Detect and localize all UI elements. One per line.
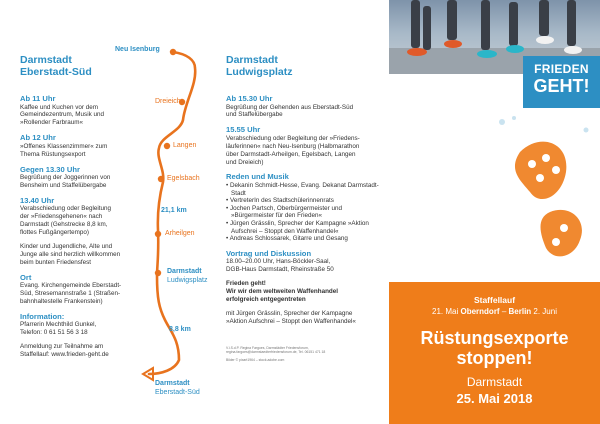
ort-heading: Ort [20, 272, 32, 282]
event-city: Darmstadt [466, 375, 523, 389]
distance-label: 21,1 km [161, 207, 187, 214]
route-label-arheilgen: Arheilgen [165, 230, 195, 237]
kids-text: beim bunten Friedensfest [20, 258, 92, 266]
section-text: läuferinnen« nach Neu-Isenburg (Halbmarathon [226, 142, 360, 150]
route-map [113, 40, 223, 410]
section-text: Verabschiedung oder Begleitung [20, 205, 112, 213]
kids-text: Junge alle sind herzlich willkommen [20, 250, 121, 258]
section-text: Begrüßung der Joggerinnen von [20, 174, 111, 182]
route-start-dot [170, 49, 176, 55]
headline-line2: stoppen! [456, 348, 533, 368]
middle-column [226, 54, 381, 362]
list-item: • Dekanin Schmidt-Hesse, Evang. Dekanat Darmstadt-Stadt [226, 181, 379, 197]
frieden-bold: Wir wir dem weltweiten Waffenhandel [226, 287, 339, 295]
section-text: flottes Fußgängertempo) [20, 229, 89, 237]
left-title-line1: Darmstadt [20, 54, 72, 66]
section-text: Thema Rüstungsexport [20, 150, 86, 158]
headline-line1: Rüstungsexporte [420, 328, 569, 348]
section-text: »Offenes Klassenzimmer« zum [20, 142, 108, 150]
section-text: und Dreieich) [226, 158, 264, 166]
section-heading: Gegen 13.30 Uhr [20, 164, 80, 174]
section-text: »Aktion Aufschrei – Stoppt den Waffenhandel« [226, 317, 356, 325]
route-label-ludwigsplatz: Darmstadt [167, 268, 202, 275]
imprint-text: V.i.S.d.P. Regina Fargoes, Darmstädter Friedensforum, [226, 345, 309, 350]
section-heading: Ab 12 Uhr [20, 133, 56, 143]
section-text: und Staffelübergabe [226, 111, 283, 119]
section-text: DGB-Haus Darmstadt, Rheinstraße 50 [226, 266, 334, 274]
image-credit: Bilder © pixart1964 – stock.adobe.com [226, 357, 285, 362]
section-text: über Darmstadt-Arheilgen, Egelsbach, Langen [226, 150, 356, 158]
event-date: 25. Mai 2018 [456, 391, 533, 406]
vortrag-heading: Vortrag und Diskussion [226, 248, 312, 258]
list-item: • Jochen Partsch, Oberbürgermeister und »Bürgermeister für den Frieden« [226, 204, 342, 220]
ort-text: Süd, Stresemannstraße 1 (Straßen- [20, 290, 121, 298]
route-label-dreieich: Dreieich [155, 98, 181, 105]
section-text: Verabschiedung oder Begleitung der »Friedens- [226, 134, 360, 142]
footprint-icon [480, 112, 600, 282]
staffellauf-label: Staffellauf [473, 295, 516, 305]
info-heading: Information: [20, 311, 65, 321]
section-heading: 15.55 Uhr [226, 125, 261, 135]
route-label-ludwigsplatz-sub: Ludwigsplatz [167, 277, 208, 284]
reden-heading: Reden und Musik [226, 172, 289, 182]
section-heading: Ab 11 Uhr [20, 94, 56, 103]
route-dot-egelsbach [158, 176, 164, 182]
section-text: mit Jürgen Grässlin, Sprecher der Kampagne [226, 309, 353, 317]
route-label-langen: Langen [173, 142, 197, 149]
distance-label: 8,8 km [169, 326, 191, 333]
logo-line2: GEHT! [533, 76, 590, 96]
frieden-bold: erfolgreich entgegentreten [226, 295, 306, 303]
route-dot-ludwigsplatz [155, 270, 161, 276]
imprint-text: regina.fargoes@darmstaedterfriedensforum.de, Tel. 06151 471 18 [226, 349, 326, 354]
anmeldung-link[interactable]: Staffellauf: www.frieden-geht.de [20, 351, 109, 359]
route-dot-langen [164, 143, 170, 149]
section-text: Bensheim und Staffelübergabe [20, 181, 107, 189]
section-text: Begrüßung der Gehenden aus Eberstadt-Süd [226, 103, 354, 111]
section-text: Darmstadt (Gehstrecke 8,8 km, [20, 221, 108, 229]
info-phone: Telefon: 0 61 51 56 3 18 [20, 329, 88, 337]
kids-text: Kinder und Jugendliche, Alte und [20, 242, 113, 250]
ort-text: Evang. Kirchengemeinde Eberstadt- [20, 282, 122, 290]
logo-line1: FRIEDEN [534, 62, 589, 76]
route-dot-arheilgen [155, 231, 161, 237]
route-label-eberstadt: Darmstadt [155, 380, 190, 387]
section-heading: 13.40 Uhr [20, 195, 55, 205]
section-heading: Ab 15.30 Uhr [226, 94, 273, 103]
route-label-neu-isenburg: Neu Isenburg [115, 46, 160, 53]
mid-title-line2: Ludwigsplatz [226, 66, 293, 78]
list-item: • VertreterIn des Stadtschülerinnenrats [226, 197, 334, 205]
info-text: Pfarrerin Mechthild Gunkel, [20, 321, 97, 329]
list-item: • Jürgen Grässlin, Sprecher der Kampagne »Aktion Aufschrei – Stoppt den Waffenhandel« [226, 219, 369, 235]
route-label-egelsbach: Egelsbach [167, 175, 200, 182]
frieden-bold: Frieden geht! [226, 280, 266, 287]
route-label-eberstadt-sub: Eberstadt-Süd [155, 389, 200, 396]
section-text: Gemeindezentrum, Musik und [20, 111, 104, 119]
ort-text: bahnhaltestelle Frankenstein) [20, 298, 103, 305]
frieden-geht-logo [523, 56, 600, 108]
tour-dates: 21. Mai Oberndorf – Berlin 2. Juni [432, 307, 557, 316]
route-line [113, 40, 223, 410]
mid-title-line1: Darmstadt [226, 54, 278, 66]
section-text: »Rollender Farbraum« [20, 119, 83, 127]
anmeldung-text: Anmeldung zur Teilnahme am [20, 343, 104, 351]
left-title-line2: Eberstadt-Süd [20, 66, 92, 78]
section-text: 18.00–20.00 Uhr, Hans-Böckler-Saal, [226, 258, 331, 266]
section-text: Kaffee und Kuchen vor dem [20, 103, 98, 111]
section-text: der »Friedensgehenen« nach [20, 213, 103, 221]
list-item: • Andreas Schlossarek, Gitarre und Gesang [226, 235, 348, 243]
